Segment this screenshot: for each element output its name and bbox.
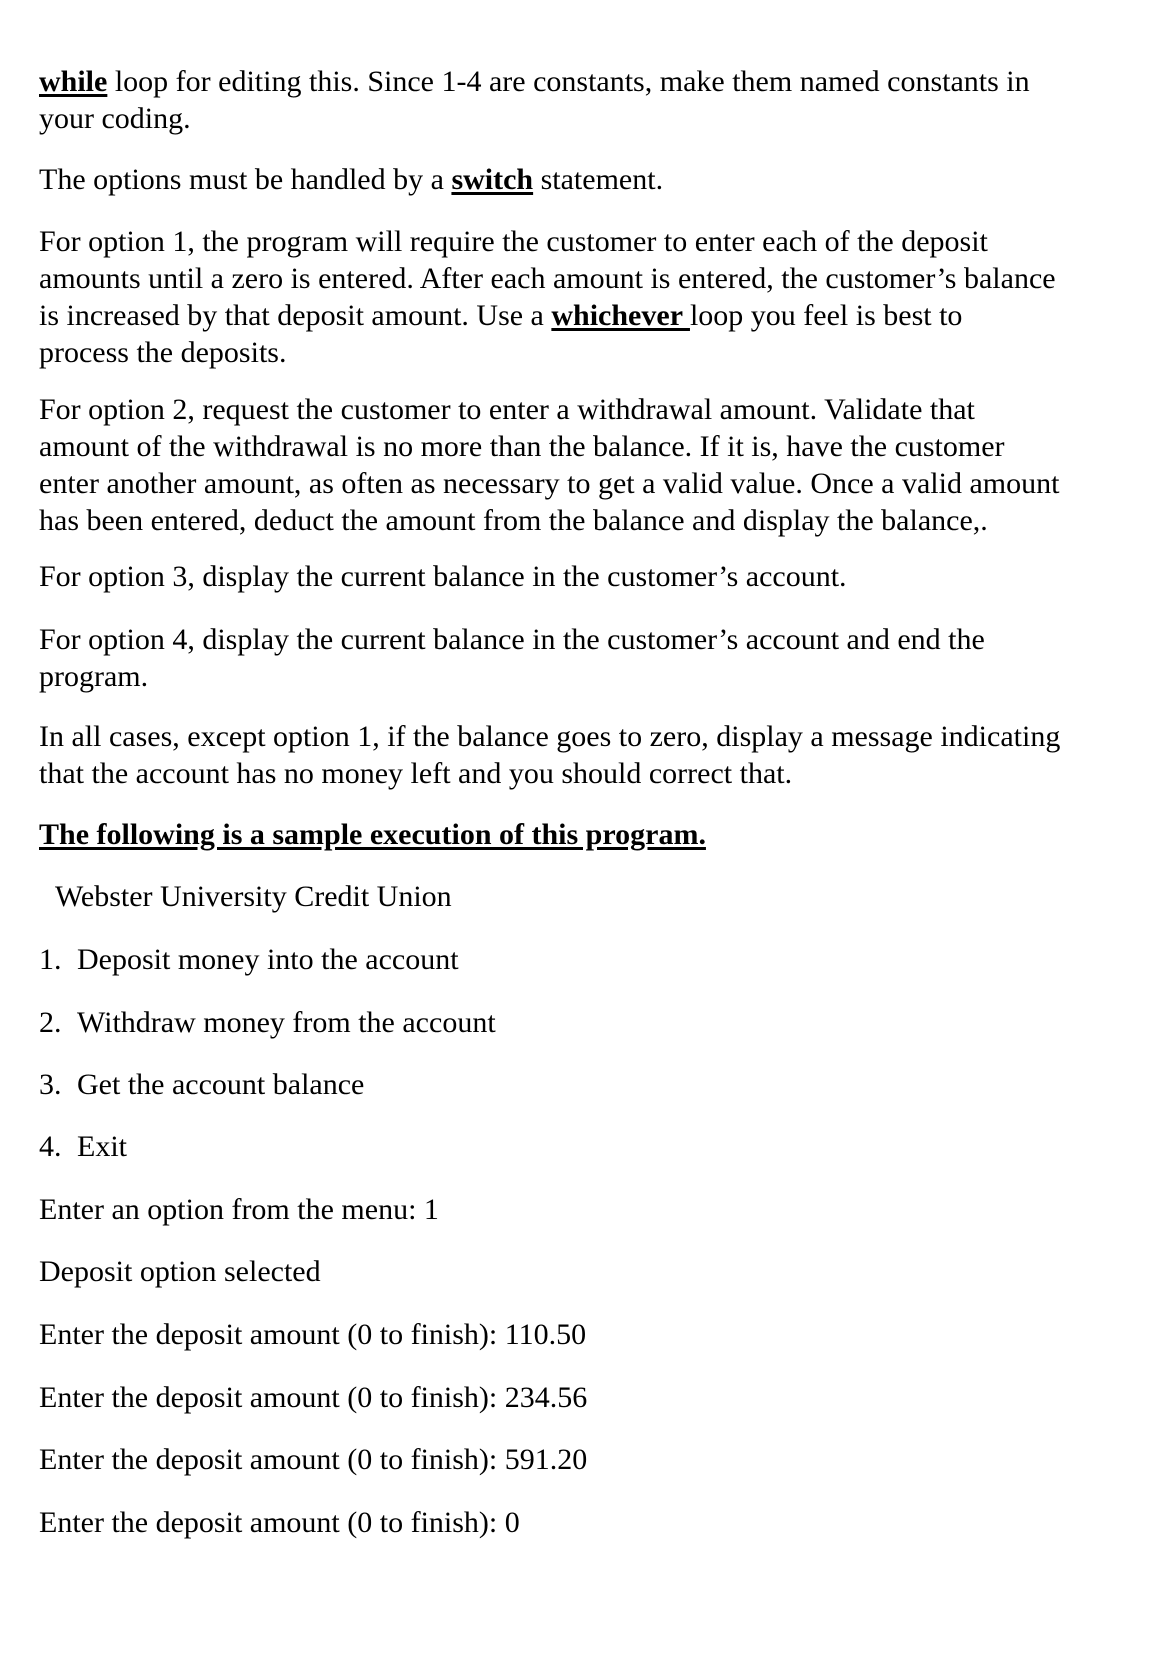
- paragraph-line: enter another amount, as often as necessary to get a valid value. Once a valid amount: [39, 467, 1060, 500]
- paragraph-line: [39, 161, 1139, 198]
- paragraph-line: your coding.: [39, 102, 191, 135]
- keyword-whichever: whichever: [551, 299, 690, 332]
- paragraph-line: For option 4, display the current balance in the customer’s account and end the: [39, 623, 985, 656]
- paragraph-all-cases: [39, 718, 1139, 792]
- output-line-deposit-1: [39, 1316, 1139, 1353]
- paragraph-text: The options must be handled by a: [39, 163, 452, 196]
- paragraph-line: For option 3, display the current balance in the customer’s account.: [39, 560, 847, 593]
- output-line-deposit-2: [39, 1379, 1139, 1416]
- menu-item-4: [39, 1128, 1139, 1165]
- paragraph-text: statement.: [533, 163, 664, 196]
- output-line-deposit-4: [39, 1504, 1139, 1541]
- paragraph-line: that the account has no money left and you should correct that.: [39, 757, 793, 790]
- output-line-option-prompt: [39, 1191, 1139, 1228]
- menu-item-3: [39, 1066, 1139, 1103]
- output-text: Enter the deposit amount (0 to finish): 0: [39, 1506, 520, 1539]
- output-text: Deposit option selected: [39, 1255, 321, 1288]
- menu-item-label: Get the account balance: [77, 1068, 365, 1101]
- output-text: Enter the deposit amount (0 to finish): 110.50: [39, 1318, 587, 1351]
- paragraph-line: For option 2, request the customer to enter a withdrawal amount. Validate that: [39, 393, 975, 426]
- paragraph-line: has been entered, deduct the amount from the balance and display the balance,.: [39, 504, 988, 537]
- keyword-while: while: [39, 65, 108, 98]
- paragraph-line: program.: [39, 660, 149, 693]
- sample-execution-heading: [39, 816, 1139, 853]
- paragraph-line: amount of the withdrawal is no more than the balance. If it is, have the customer: [39, 430, 1005, 463]
- menu-item-label: Withdraw money from the account: [77, 1006, 496, 1039]
- output-line-deposit-selected: [39, 1253, 1139, 1290]
- paragraph-while-loop: [39, 63, 1139, 137]
- paragraph-line: [39, 63, 1139, 100]
- paragraph-option-4: [39, 621, 1139, 695]
- paragraph-line: [39, 297, 1139, 334]
- paragraph-option-3: [39, 558, 1139, 595]
- sample-heading-text: The following is a sample execution of this program.: [39, 818, 706, 851]
- menu-item-1: [39, 941, 1139, 978]
- output-text: Enter the deposit amount (0 to finish): 234.56: [39, 1381, 588, 1414]
- menu-item-number: 3.: [39, 1068, 62, 1101]
- paragraph-text: is increased by that deposit amount. Use a: [39, 299, 552, 332]
- output-text: Enter an option from the menu: 1: [39, 1193, 439, 1226]
- paragraph-text: loop you feel is best to: [689, 299, 963, 332]
- paragraph-line: amounts until a zero is entered. After each amount is entered, the customer’s balance: [39, 262, 1056, 295]
- paragraph-option-2: [39, 391, 1139, 539]
- menu-item-number: 2.: [39, 1006, 62, 1039]
- menu-item-number: 4.: [39, 1130, 62, 1163]
- output-text: Enter the deposit amount (0 to finish): 591.20: [39, 1443, 588, 1476]
- menu-item-label: Exit: [77, 1130, 127, 1163]
- paragraph-line: process the deposits.: [39, 336, 287, 369]
- output-line-deposit-3: [39, 1441, 1139, 1478]
- paragraph-line: For option 1, the program will require the customer to enter each of the deposit: [39, 225, 988, 258]
- menu-item-label: Deposit money into the account: [77, 943, 459, 976]
- menu-item-2: [39, 1004, 1139, 1041]
- paragraph-option-1: [39, 223, 1139, 371]
- menu-title: [55, 878, 1155, 915]
- keyword-switch: switch: [451, 163, 534, 196]
- paragraph-switch: [39, 161, 1139, 198]
- menu-item-number: 1.: [39, 943, 62, 976]
- paragraph-line: In all cases, except option 1, if the balance goes to zero, display a message indicating: [39, 720, 1061, 753]
- menu-title-text: Webster University Credit Union: [55, 880, 452, 913]
- paragraph-text: loop for editing this. Since 1-4 are constants, make them named constants in: [107, 65, 1030, 98]
